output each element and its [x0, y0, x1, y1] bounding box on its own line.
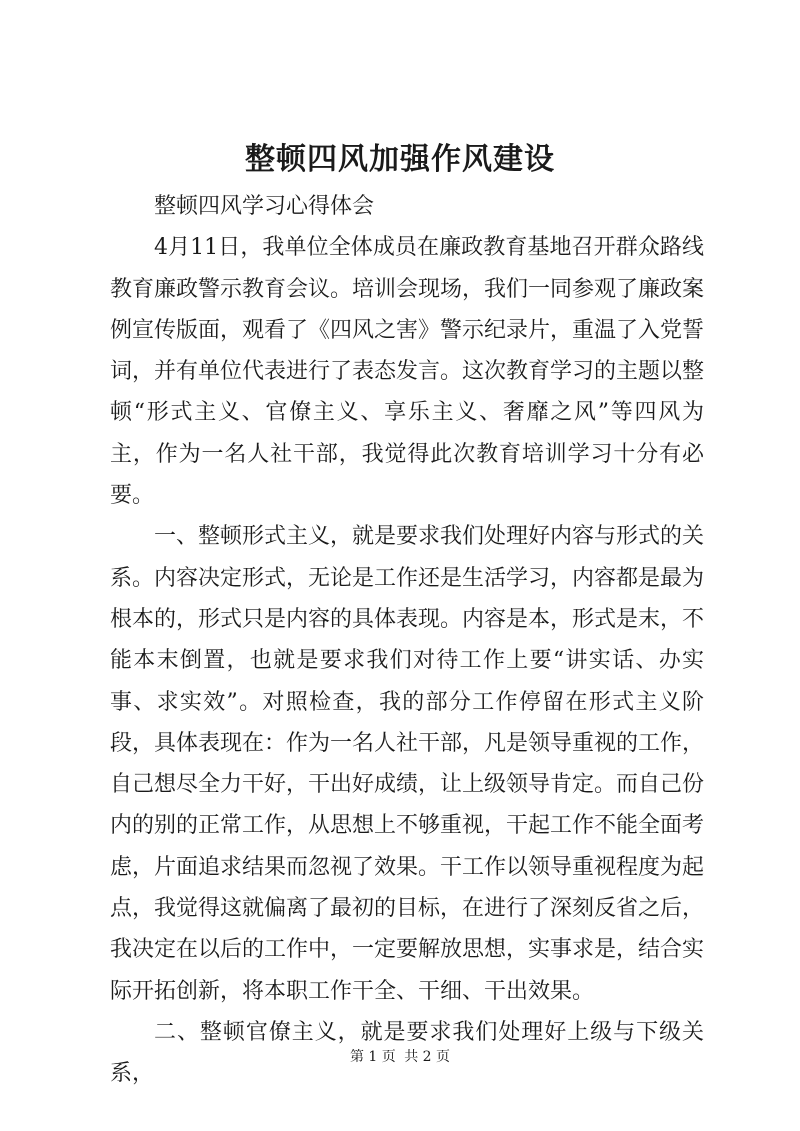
paragraph-section-one: 一、整顿形式主义，就是要求我们处理好内容与形式的关系。内容决定形式，无论是工作还是生活学习，内容都是最为根本的，形式只是内容的具体表现。内容是本，形式是末，不能本末倒置，也就是要求我们对待工作上要“讲实话、办实事、求实效”。对照检查，我的部分工作停留在形式主义阶段，具体表现在：作为一名人社干部，凡是领导重视的工作，自己想尽全力干好，干出好成绩，让上级领导肯定。而自己份内的别的正常工作，从思想上不够重视，干起工作不能全面考虑，片面追求结果而忽视了效果。干工作以领导重视程度为起点，我觉得这就偏离了最初的目标，在进行了深刻反省之后，我决定在以后的工作中，一定要解放思想，实事求是，结合实际开拓创新，将本职工作干全、干细、干出效果。	[110, 524, 705, 1004]
page-total: 共 2 页	[404, 1049, 451, 1065]
paragraph-intro: 4月11日，我单位全体成员在廉政教育基地召开群众路线教育廉政警示教育会议。培训会现场，我们一同参观了廉政案例宣传版面，观看了《四风之害》警示纪录片，重温了入党誓词，并有单位代表进行了表态发言。这次教育学习的主题以整顿“形式主义、官僚主义、享乐主义、奢靡之风”等四风为主，作为一名人社干部，我觉得此次教育培训学习十分有必要。	[110, 235, 705, 509]
document-body	[110, 186, 704, 1095]
page-footer	[0, 1047, 800, 1067]
document-title: 整顿四风加强作风建设	[245, 142, 555, 177]
paragraph-section-two: 二、整顿官僚主义，就是要求我们处理好上级与下级关系，	[110, 1019, 704, 1087]
page-number: 第 1 页	[349, 1049, 396, 1065]
paragraph-subtitle: 整顿四风学习心得体会	[154, 194, 375, 219]
